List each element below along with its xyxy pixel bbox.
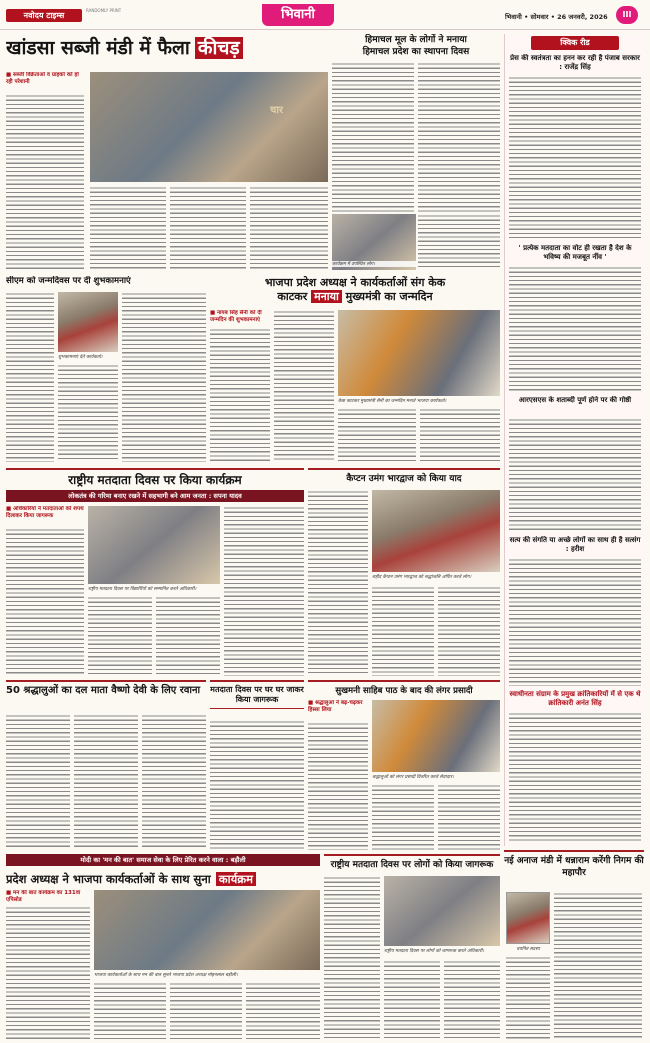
- bjp-cake-headline-highlight: मनाया: [311, 290, 342, 303]
- himachal-body-col2: [418, 62, 500, 212]
- masthead-small-line: RANDOMLY PRINT: [86, 8, 122, 13]
- mann-kicker-bullet: ■: [6, 890, 12, 896]
- himachal-photo-caption: कार्यक्रम में उपस्थित लोग।: [332, 261, 416, 267]
- grain-market-portrait-caption: चयनित सदस्य: [516, 947, 540, 952]
- sidebar-story4-title: सत्य की संगति या अच्छे लोगों का साथ ही है सत्संग : हरीश: [509, 536, 641, 553]
- bjp-cake-body-col2: [274, 310, 334, 462]
- voters-day-subhead: लोकतंत्र की गरिमा बनाए रखने में सहभागी बने आम जनता : सपना यादव: [68, 492, 242, 500]
- section-title: भिवानी: [281, 7, 315, 22]
- mann-ki-baat-kicker-text: मन की बात कार्यक्रम का 131वां एपिसोड: [6, 890, 81, 903]
- kicker-bullet: ■: [6, 72, 12, 78]
- bjp-kicker-bullet: ■: [210, 310, 216, 316]
- grain-market-story: [504, 850, 644, 1040]
- brand-name: नवोदय टाइम्स: [23, 11, 65, 20]
- sidebar-label-text: क्विक रीड: [560, 38, 590, 47]
- sidebar-story2-title: ' प्रत्येक मतदाता का वोट ही रखता है देश के भविष्य की मजबूत नींव ': [518, 244, 632, 261]
- voters-kicker-bullet: ■: [6, 506, 12, 512]
- section-tab: [262, 4, 334, 26]
- mann-ki-baat-band: [6, 854, 320, 866]
- voters-day-kicker-text: अधिकारियों ने मतदाताओं को शपथ दिलाकर किया जागरूक: [6, 506, 84, 519]
- bjp-cake-headline-word1: काटकर: [277, 290, 308, 303]
- voters-day-2-headline: राष्ट्रीय मतदाता दिवस पर लोगों को किया जागरूक: [330, 860, 494, 870]
- lead-body-col3: [170, 186, 246, 270]
- cm-greeting-story: [6, 276, 206, 464]
- bjp-cake-headline: [210, 276, 500, 304]
- voters-day-2-photo: [384, 876, 500, 946]
- bjp-cake-story: [210, 276, 500, 464]
- grain-market-headline: नई अनाज मंडी में धन्नाराम करेंगी निगम की महापौर: [504, 856, 644, 878]
- dateline: भिवानी • सोमवार • 26 जनवरी, 2026: [505, 13, 608, 21]
- sidebar-story5-body: [509, 712, 641, 842]
- himachal-story: [332, 34, 500, 272]
- vaishno-body-col3: [142, 714, 206, 850]
- cm-greeting-body-col1: [6, 292, 54, 462]
- sukhmani-kicker: [308, 700, 368, 714]
- sidebar-label: [531, 36, 619, 50]
- lead-body-col1: [6, 94, 84, 270]
- bjp-cake-kicker-text: नायब सिंह सैनी को दी जन्मदिन की शुभकामनाएं: [210, 310, 262, 323]
- door-to-door-box: [210, 680, 304, 850]
- voters-day-subhead-bar: [6, 490, 304, 502]
- sidebar-story2-body: [509, 266, 641, 392]
- lead-photo-sign: चार: [270, 105, 284, 116]
- himachal-headline: [332, 34, 500, 58]
- himachal-body-col1: [332, 62, 414, 212]
- bjp-cake-kicker: [210, 310, 270, 324]
- kaithal-body-col3: [438, 586, 500, 676]
- mann-ki-baat-body-col3: [170, 982, 242, 1040]
- mann-ki-baat-story: [6, 854, 320, 1040]
- page-number: III: [622, 10, 632, 19]
- cm-greeting-photo: [58, 292, 118, 352]
- vaishno-headline: 50 श्रद्धालुओं का दल माता वैष्णो देवी के लिए रवाना: [6, 685, 201, 696]
- vaishno-story: [6, 680, 206, 850]
- voters-day-2-body-col3: [444, 960, 500, 1040]
- voters-day-2-body-col1: [324, 876, 380, 1040]
- vaishno-body-col1: [6, 714, 70, 850]
- cm-greeting-headline: सीएम को जन्मदिवस पर दी शुभकामनाएं: [6, 276, 131, 286]
- voters-day-2-story: [324, 854, 500, 1040]
- masthead-bar: [0, 0, 650, 30]
- voters-day-photo: [88, 506, 220, 584]
- sidebar-story3-title: आरएसएस के शताब्दी पूर्ण होने पर की गोष्ठी: [518, 396, 632, 404]
- sukhmani-kicker-bullet: ■: [308, 700, 314, 706]
- sidebar-story4-body: [509, 558, 641, 686]
- mann-ki-baat-headline-text: प्रदेश अध्यक्ष ने भाजपा कार्यकर्ताओं के साथ सुना: [6, 872, 211, 886]
- kaithal-photo: [372, 490, 500, 572]
- lead-headline: [6, 34, 328, 70]
- bjp-cake-body-col4: [420, 408, 500, 462]
- bjp-cake-headline-rest: मुख्यमंत्री का जन्मदिन: [345, 290, 433, 303]
- bjp-cake-headline-line1: भाजपा प्रदेश अध्यक्ष ने कार्यकर्ताओं संग केक: [264, 276, 446, 289]
- door-to-door-body: [210, 720, 304, 850]
- voters-day-2-caption: राष्ट्रीय मतदाता दिवस पर लोगों को जागरूक करते अधिकारी।: [384, 949, 485, 954]
- mann-ki-baat-caption: भाजपा कार्यकर्ताओं के साथ मन की बात सुनते भाजपा प्रदेश अध्यक्ष मोहनलाल बड़ौली।: [94, 973, 238, 978]
- mann-ki-baat-photo: [94, 890, 320, 970]
- sidebar-story5-title: स्वाधीनता संग्राम के प्रमुख क्रांतिकारियों में से एक थे क्रांतिकारी अनंत सिंह: [509, 690, 641, 707]
- sukhmani-body-col1: [308, 722, 368, 850]
- sukhmani-body-col2: [372, 784, 434, 850]
- door-to-door-headline: मतदाता दिवस पर घर घर जाकर किया जागरूक: [210, 685, 304, 709]
- page-number-badge: [616, 6, 638, 24]
- voters-day-body-col1: [6, 528, 84, 676]
- mann-ki-baat-band-text: मोदी का 'मन की बात' समाज सेवा के लिए प्रेरित करने वाला : बड़ौली: [80, 856, 246, 864]
- lead-headline-highlight: कीचड़: [195, 37, 243, 59]
- sukhmani-story: [308, 680, 500, 850]
- sukhmani-body-col3: [438, 784, 500, 850]
- sukhmani-kicker-text: श्रद्धालुओं ने बढ़-चढ़कर हिस्सा लिया: [308, 700, 363, 713]
- bjp-cake-body-col1: [210, 328, 270, 462]
- lead-story: [6, 34, 328, 272]
- himachal-headline-line1: हिमाचल मूल के लोगों ने मनाया: [365, 35, 467, 45]
- grain-market-body-col2: [506, 956, 550, 1040]
- cm-greeting-body-col2: [58, 364, 118, 462]
- kaithal-caption: शहीद कैप्टन उमंग भारद्वाज को श्रद्धांजलि अर्पित करते लोग।: [372, 575, 472, 580]
- mann-ki-baat-body-col1: [6, 906, 90, 1040]
- sukhmani-caption: श्रद्धालुओं को लंगर प्रसादी वितरित करते सेवादार।: [372, 775, 454, 780]
- voters-day-caption: राष्ट्रीय मतदाता दिवस पर विद्यार्थियों को सम्मानित करते अधिकारी।: [88, 587, 197, 592]
- cm-greeting-body-col3: [122, 292, 206, 462]
- himachal-headline-line2: हिमाचल प्रदेश का स्थापना दिवस: [362, 47, 470, 57]
- vaishno-body-col2: [74, 714, 138, 850]
- mann-ki-baat-headline: [6, 868, 320, 888]
- mann-ki-baat-body-col2: [94, 982, 166, 1040]
- lead-headline-text: खांडसा सब्जी मंडी में फैला: [6, 37, 190, 59]
- sidebar-story1-body: [509, 76, 641, 240]
- kaithal-headline: कैप्टन उमंग भारद्वाज को किया याद: [346, 474, 462, 484]
- sidebar-story3-body: [509, 418, 641, 532]
- voters-day-body-col2: [88, 596, 152, 676]
- voters-day-body-col4: [224, 506, 304, 676]
- lead-body-col2: [90, 186, 166, 270]
- bjp-cake-caption: केक काटकर मुख्यमंत्री सैनी का जन्मदिन मनाते भाजपा कार्यकर्ता।: [338, 399, 447, 404]
- voters-day-body-col3: [156, 596, 220, 676]
- lead-kicker-text: सब्जी विक्रेताओं व ग्राहकों को हो रही परेशानी: [6, 72, 79, 85]
- mann-ki-baat-kicker: [6, 890, 90, 904]
- cm-greeting-caption: शुभकामनाएं देते कार्यकर्ता।: [58, 355, 103, 360]
- sukhmani-headline: सुखमनी साहिब पाठ के बाद की लंगर प्रसादी: [335, 686, 473, 696]
- mann-ki-baat-body-col4: [246, 982, 320, 1040]
- himachal-body-col3: [418, 214, 500, 270]
- kaithal-body-col1: [308, 490, 368, 676]
- right-sidebar: [504, 34, 644, 846]
- lead-kicker: [6, 72, 86, 90]
- bjp-cake-photo: [338, 310, 500, 396]
- sidebar-story1-title: प्रेस की स्वतंत्रता का हनन कर रही है पंजाब सरकार : राजेंद्र सिंह: [510, 54, 640, 71]
- kaithal-body-col2: [372, 586, 434, 676]
- voters-day-2-body-col2: [384, 960, 440, 1040]
- lead-body-col4: [250, 186, 328, 270]
- mann-ki-baat-headline-highlight: कार्यक्रम: [216, 872, 256, 886]
- bjp-cake-body-col3: [338, 408, 416, 462]
- kaithal-story: [308, 468, 500, 676]
- brand-logo: [6, 9, 82, 22]
- grain-market-portrait: [506, 892, 550, 944]
- voters-day-kicker: [6, 506, 84, 520]
- lead-photo: [90, 72, 328, 182]
- voters-day-story: [6, 468, 304, 676]
- sukhmani-photo: [372, 700, 500, 772]
- voters-day-headline: राष्ट्रीय मतदाता दिवस पर किया कार्यक्रम: [68, 473, 242, 487]
- grain-market-body-col1: [554, 892, 642, 1040]
